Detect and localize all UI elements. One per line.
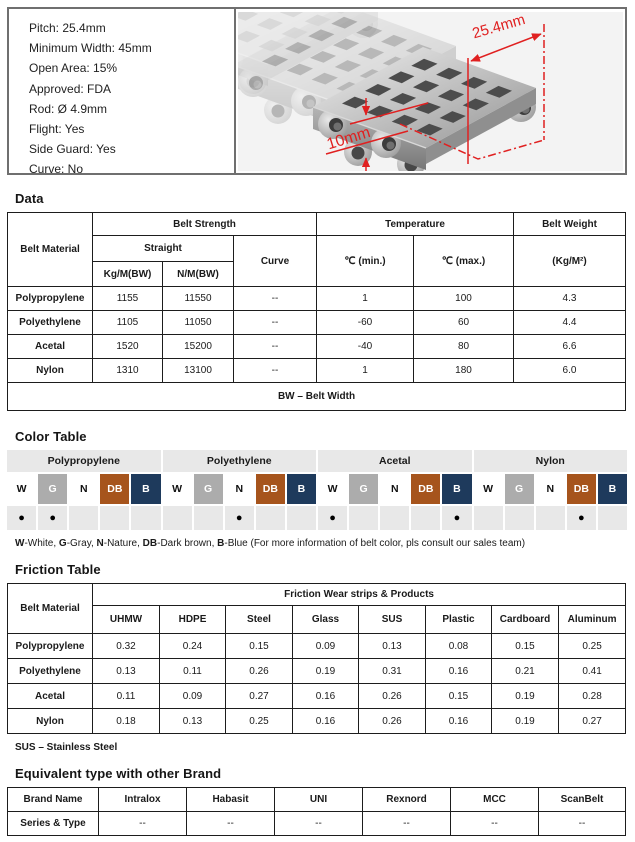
belt-3d-render bbox=[238, 12, 623, 170]
color-swatch-white: W bbox=[474, 474, 503, 504]
color-swatch-nature: N bbox=[380, 474, 409, 504]
color-swatch-dark-brown: DB bbox=[100, 474, 129, 504]
value-cell: 0.18 bbox=[93, 709, 160, 734]
spec-item-approved: Approved: FDA bbox=[29, 81, 112, 96]
belt-illustration-svg bbox=[238, 12, 623, 171]
brand-cell: ScanBelt bbox=[539, 788, 626, 812]
color-group-header: Acetal bbox=[318, 450, 472, 472]
value-cell: -- bbox=[363, 812, 451, 836]
header-cell: Friction Wear strips & Products bbox=[93, 584, 626, 606]
spec-item-min-width: Minimum Width: 45mm bbox=[29, 41, 152, 56]
value-cell: 0.19 bbox=[492, 684, 559, 709]
header-cell: Belt Strength bbox=[93, 213, 317, 236]
value-cell: 0.26 bbox=[359, 709, 426, 734]
color-availability-dot bbox=[474, 506, 503, 530]
table-row bbox=[8, 287, 626, 311]
value-cell: -- bbox=[451, 812, 539, 836]
value-cell: 0.32 bbox=[93, 634, 160, 659]
material-cell: Nylon bbox=[8, 709, 93, 734]
spec-item-pitch: Pitch: 25.4mm bbox=[29, 21, 106, 35]
header-cell: UHMW bbox=[93, 606, 160, 634]
value-cell: 15200 bbox=[163, 335, 234, 359]
color-swatch-blue: B bbox=[131, 474, 160, 504]
value-cell: 1 bbox=[317, 287, 414, 311]
color-availability-dot bbox=[69, 506, 98, 530]
header-cell: Belt Weight bbox=[514, 213, 626, 236]
color-availability-dot bbox=[505, 506, 534, 530]
header-cell: Series & Type bbox=[8, 812, 99, 836]
color-availability-dot bbox=[349, 506, 378, 530]
color-swatch-nature: N bbox=[69, 474, 98, 504]
color-swatch-dark-brown: DB bbox=[567, 474, 596, 504]
header-cell: Belt Material bbox=[8, 584, 93, 634]
color-group-header: Polypropylene bbox=[7, 450, 161, 472]
header-cell: Brand Name bbox=[8, 788, 99, 812]
color-swatch-dark-brown: DB bbox=[411, 474, 440, 504]
value-cell: 0.16 bbox=[293, 684, 359, 709]
value-cell: -- bbox=[234, 311, 317, 335]
spec-item-side-guard: Side Guard: Yes bbox=[29, 142, 116, 157]
legend-abbrev: W bbox=[15, 538, 25, 549]
table-row bbox=[8, 335, 626, 359]
equivalent-section-title: Equivalent type with other Brand bbox=[15, 766, 222, 781]
value-cell: 0.15 bbox=[426, 684, 492, 709]
color-group-header: Nylon bbox=[474, 450, 628, 472]
header-cell: Glass bbox=[293, 606, 359, 634]
spec-item-rod: Rod: Ø 4.9mm bbox=[29, 101, 108, 116]
table-row bbox=[8, 236, 626, 262]
value-cell: 0.27 bbox=[559, 709, 626, 734]
value-cell: 1520 bbox=[93, 335, 163, 359]
value-cell: 11550 bbox=[163, 287, 234, 311]
value-cell: 11050 bbox=[163, 311, 234, 335]
value-cell: 6.6 bbox=[514, 335, 626, 359]
value-cell: 80 bbox=[414, 335, 514, 359]
table-footnote-cell: BW – Belt Width bbox=[8, 383, 626, 411]
value-cell: -- bbox=[187, 812, 275, 836]
product-overview-panel bbox=[7, 7, 627, 175]
table-row bbox=[8, 213, 626, 236]
value-cell: 1105 bbox=[93, 311, 163, 335]
color-swatch-blue: B bbox=[287, 474, 316, 504]
value-cell: 0.08 bbox=[426, 634, 492, 659]
color-availability-dot: ● bbox=[318, 506, 347, 530]
header-cell: Plastic bbox=[426, 606, 492, 634]
header-cell: Steel bbox=[226, 606, 293, 634]
brand-cell: UNI bbox=[275, 788, 363, 812]
value-cell: -- bbox=[234, 287, 317, 311]
table-row bbox=[8, 634, 626, 659]
table-row bbox=[8, 709, 626, 734]
brand-cell: MCC bbox=[451, 788, 539, 812]
header-cell: Curve bbox=[234, 236, 317, 287]
material-cell: Polypropylene bbox=[8, 287, 93, 311]
value-cell: 0.31 bbox=[359, 659, 426, 684]
material-cell: Acetal bbox=[8, 335, 93, 359]
value-cell: 0.13 bbox=[160, 709, 226, 734]
value-cell: -- bbox=[234, 359, 317, 383]
value-cell: 0.25 bbox=[226, 709, 293, 734]
spec-item-flight: Flight: Yes bbox=[29, 122, 85, 137]
legend-abbrev: B bbox=[217, 538, 225, 549]
material-cell: Acetal bbox=[8, 684, 93, 709]
material-cell: Polyethylene bbox=[8, 659, 93, 684]
spec-item-open-area: Open Area: 15% bbox=[29, 61, 118, 76]
brand-cell: Rexnord bbox=[363, 788, 451, 812]
legend-text: -Blue (For more information of belt color, pls consult our sales team) bbox=[224, 538, 526, 549]
value-cell: 100 bbox=[414, 287, 514, 311]
spec-item-curve: Curve: No bbox=[29, 162, 84, 177]
value-cell: 0.41 bbox=[559, 659, 626, 684]
value-cell: 4.3 bbox=[514, 287, 626, 311]
value-cell: 0.09 bbox=[293, 634, 359, 659]
color-availability-dot bbox=[598, 506, 627, 530]
table-row bbox=[8, 311, 626, 335]
value-cell: -40 bbox=[317, 335, 414, 359]
color-availability-dot: ● bbox=[7, 506, 36, 530]
value-cell: -- bbox=[99, 812, 187, 836]
value-cell: 1310 bbox=[93, 359, 163, 383]
value-cell: 60 bbox=[414, 311, 514, 335]
brand-cell: Intralox bbox=[99, 788, 187, 812]
color-availability-dot bbox=[536, 506, 565, 530]
color-availability-dot bbox=[411, 506, 440, 530]
value-cell: 13100 bbox=[163, 359, 234, 383]
material-cell: Nylon bbox=[8, 359, 93, 383]
legend-abbrev: N bbox=[96, 538, 104, 549]
color-availability-dot bbox=[163, 506, 192, 530]
value-cell: 0.26 bbox=[359, 684, 426, 709]
header-cell: Temperature bbox=[317, 213, 514, 236]
header-cell: (Kg/M²) bbox=[514, 236, 626, 287]
color-swatch-nature: N bbox=[536, 474, 565, 504]
value-cell: 6.0 bbox=[514, 359, 626, 383]
color-group-header: Polyethylene bbox=[163, 450, 317, 472]
color-table bbox=[7, 450, 627, 530]
friction-table bbox=[7, 583, 626, 734]
thickness-dimension-label: 10mm bbox=[324, 124, 373, 154]
brand-cell: Habasit bbox=[187, 788, 275, 812]
material-cell: Polypropylene bbox=[8, 634, 93, 659]
value-cell: 0.26 bbox=[226, 659, 293, 684]
value-cell: 0.13 bbox=[93, 659, 160, 684]
color-availability-dot: ● bbox=[442, 506, 471, 530]
spec-list bbox=[9, 9, 236, 177]
color-swatch-gray: G bbox=[38, 474, 67, 504]
pitch-dimension-label: 25.4mm bbox=[470, 12, 528, 43]
header-cell: Kg/M(BW) bbox=[93, 262, 163, 287]
value-cell: 0.09 bbox=[160, 684, 226, 709]
table-row bbox=[8, 788, 626, 812]
data-section-title: Data bbox=[15, 191, 44, 206]
legend-text: -Nature, bbox=[103, 538, 143, 549]
equivalent-table bbox=[7, 787, 626, 836]
color-availability-dot bbox=[380, 506, 409, 530]
value-cell: 0.24 bbox=[160, 634, 226, 659]
color-availability-dot bbox=[100, 506, 129, 530]
color-swatch-gray: G bbox=[505, 474, 534, 504]
color-swatch-blue: B bbox=[598, 474, 627, 504]
value-cell: 1155 bbox=[93, 287, 163, 311]
value-cell: 0.15 bbox=[226, 634, 293, 659]
value-cell: 0.21 bbox=[492, 659, 559, 684]
color-availability-dot: ● bbox=[38, 506, 67, 530]
legend-abbrev: G bbox=[58, 538, 67, 549]
table-row bbox=[8, 383, 626, 411]
color-availability-dot bbox=[194, 506, 223, 530]
color-legend-footnote bbox=[15, 538, 626, 549]
sus-footnote: SUS – Stainless Steel bbox=[15, 742, 118, 753]
legend-text: -Gray, bbox=[66, 538, 97, 549]
legend-text: -Dark brown, bbox=[157, 538, 218, 549]
color-swatch-gray: G bbox=[194, 474, 223, 504]
color-availability-dot bbox=[131, 506, 160, 530]
header-cell: Belt Material bbox=[8, 213, 93, 287]
value-cell: 0.28 bbox=[559, 684, 626, 709]
value-cell: 0.27 bbox=[226, 684, 293, 709]
color-availability-dot: ● bbox=[225, 506, 254, 530]
header-cell: SUS bbox=[359, 606, 426, 634]
value-cell: 0.16 bbox=[293, 709, 359, 734]
color-availability-dot bbox=[256, 506, 285, 530]
header-cell: ℃ (max.) bbox=[414, 236, 514, 287]
table-row bbox=[8, 812, 626, 836]
value-cell: 0.19 bbox=[492, 709, 559, 734]
table-row bbox=[8, 684, 626, 709]
color-swatch-dark-brown: DB bbox=[256, 474, 285, 504]
value-cell: 0.16 bbox=[426, 659, 492, 684]
value-cell: 0.13 bbox=[359, 634, 426, 659]
product-image-pane bbox=[236, 9, 625, 173]
value-cell: -- bbox=[539, 812, 626, 836]
legend-abbrev: DB bbox=[142, 538, 158, 549]
value-cell: 0.19 bbox=[293, 659, 359, 684]
color-swatch-nature: N bbox=[225, 474, 254, 504]
value-cell: -60 bbox=[317, 311, 414, 335]
value-cell: 0.16 bbox=[426, 709, 492, 734]
value-cell: 0.25 bbox=[559, 634, 626, 659]
value-cell: 1 bbox=[317, 359, 414, 383]
value-cell: 0.11 bbox=[93, 684, 160, 709]
friction-section-title: Friction Table bbox=[15, 562, 101, 577]
header-cell: N/M(BW) bbox=[163, 262, 234, 287]
value-cell: -- bbox=[275, 812, 363, 836]
color-availability-dot bbox=[287, 506, 316, 530]
color-swatch-white: W bbox=[163, 474, 192, 504]
table-row bbox=[8, 659, 626, 684]
table-row bbox=[8, 606, 626, 634]
value-cell: 4.4 bbox=[514, 311, 626, 335]
material-cell: Polyethylene bbox=[8, 311, 93, 335]
color-availability-dot: ● bbox=[567, 506, 596, 530]
table-row bbox=[8, 584, 626, 606]
color-swatch-blue: B bbox=[442, 474, 471, 504]
value-cell: -- bbox=[234, 335, 317, 359]
legend-text: -White, bbox=[24, 538, 59, 549]
value-cell: 0.11 bbox=[160, 659, 226, 684]
header-cell: ℃ (min.) bbox=[317, 236, 414, 287]
data-table bbox=[7, 212, 626, 411]
header-cell: Aluminum bbox=[559, 606, 626, 634]
color-swatch-white: W bbox=[318, 474, 347, 504]
header-cell: HDPE bbox=[160, 606, 226, 634]
header-cell: Cardboard bbox=[492, 606, 559, 634]
color-section-title: Color Table bbox=[15, 429, 87, 444]
color-swatch-gray: G bbox=[349, 474, 378, 504]
table-row bbox=[8, 359, 626, 383]
header-cell: Straight bbox=[93, 236, 234, 262]
value-cell: 0.15 bbox=[492, 634, 559, 659]
color-swatch-white: W bbox=[7, 474, 36, 504]
value-cell: 180 bbox=[414, 359, 514, 383]
